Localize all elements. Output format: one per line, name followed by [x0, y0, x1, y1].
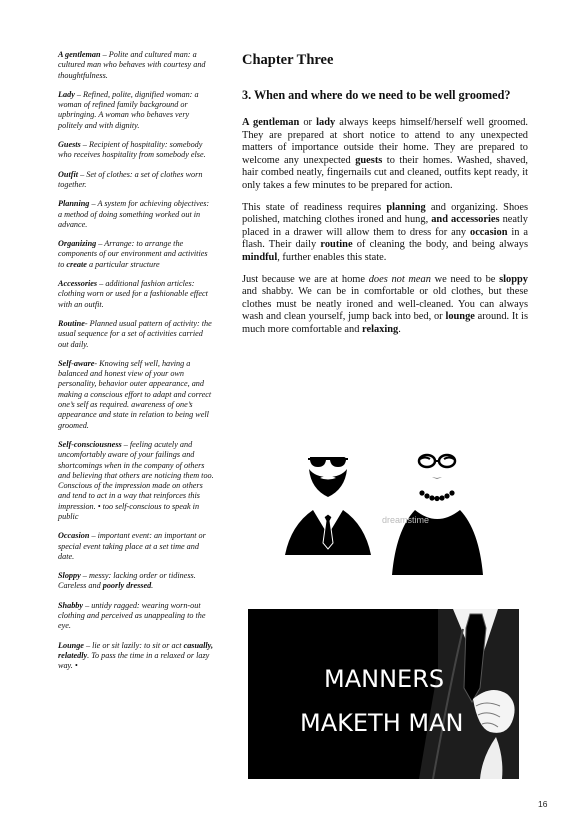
glossary-term: Organizing: [58, 239, 97, 249]
text-run: and organizing. Shoes polished, matching clothes ironed and hung,: [242, 201, 528, 226]
text-run: .: [398, 323, 401, 335]
glossary-term: Guests: [58, 140, 81, 150]
glossary-definition: – Recipient of hospitality: somebody who receives hospitality from somebody else.: [58, 140, 206, 160]
glossary-column: [58, 50, 214, 681]
glossary-term: Routine-: [58, 318, 88, 328]
glossary-emphasis: create: [66, 259, 87, 269]
glossary-definition: – Arrange: to arrange the components of our environment and activities to: [58, 239, 208, 269]
emphasis-bold: A gentleman: [242, 117, 300, 128]
glossary-term: Lounge: [58, 640, 84, 650]
suited-man-adjusting-tie-icon: [248, 609, 519, 779]
text-run: Just because we are at home: [242, 273, 369, 285]
glossary-entry: [58, 359, 214, 431]
poster-line-manners: MANNERS: [324, 665, 445, 693]
glossary-term: Accessories: [58, 279, 98, 289]
glossary-term: Shabby: [58, 600, 84, 610]
glossary-definition: – A system for achieving objectives: a method of doing something worked out in advance.: [58, 199, 210, 229]
chapter-heading: Chapter Three: [242, 52, 334, 68]
emphasis-bold: planning: [386, 201, 426, 213]
glossary-term: Outfit: [58, 169, 79, 179]
emphasis-bold: relaxing: [362, 323, 399, 335]
text-run: in a flash. Their daily: [242, 226, 528, 251]
text-run: , further enables this state.: [277, 251, 387, 263]
emphasis-bold: lady: [316, 117, 336, 128]
glossary-definition: – important event: an important or special event taking place at a set time and date.: [58, 531, 206, 561]
glossary-definition: – messy: lacking order or tidiness. Careless and: [58, 571, 196, 591]
glossary-entry: [58, 319, 214, 350]
body-paragraph: [242, 117, 528, 193]
text-run: we need to be: [430, 273, 500, 285]
manners-poster: [248, 609, 519, 779]
glossary-entry: [58, 571, 214, 592]
main-column: [242, 52, 528, 346]
glossary-definition: – additional fashion articles: clothing worn or used for a fashionable effect with an outfit.: [58, 279, 208, 309]
glossary-definition-end: a particular structure: [86, 259, 160, 269]
glossary-entry: [58, 531, 214, 562]
emphasis-bold: lounge: [445, 311, 475, 323]
glossary-entry: [58, 170, 214, 191]
glossary-entry: [58, 50, 214, 81]
glossary-term: Self-aware-: [58, 358, 98, 368]
emphasis-bold: sloppy: [499, 273, 528, 285]
glossary-term: Lady: [58, 89, 75, 99]
glossary-definition: Planned usual pattern of activity: the usual sequence for a set of activities carried out daily.: [58, 318, 212, 349]
text-run: always keeps himself/herself well groomed. They are prepared at short notice to attend to any unexpected matters of importance outside their home. They are prepared to welcome any unexpected: [242, 117, 528, 166]
emphasis-bold: occasion: [470, 226, 508, 238]
glossary-entry: [58, 140, 214, 161]
glossary-definition: – feeling acutely and uncomfortably aware of your failings and shortcomings when in the company of others and believing that others are noticing them too.: [58, 439, 214, 480]
emphasis-italic: does not mean: [368, 273, 431, 285]
glossary-entry: [58, 239, 214, 270]
page-number: 16: [538, 799, 548, 809]
text-run: or: [299, 117, 317, 128]
text-run: around. It is much more comfortable and: [242, 311, 528, 335]
text-run: to their homes. Washed, shaved, hair combed neatly, fingernails cut and cleaned, outfits kept ready, it only takes a few minutes to be prepared for action.: [242, 154, 528, 191]
emphasis-bold: routine: [320, 239, 353, 251]
glossary-definition-extra: Conscious of the impression made on others and tend to act in a way that reinforces this impression. • too self-conscious to speak in public: [58, 481, 203, 521]
glossary-emphasis: poorly dressed: [102, 581, 152, 591]
text-run: neatly placed in a drawer will allow them to dress for any: [242, 214, 528, 238]
glossary-entry: [58, 440, 214, 522]
glossary-definition: Knowing self well, having a balanced and honest view of your own personality, behavior outer appearance, and making a conscious effort to adapt and correct one’s self as required. awareness of one’s appearance and state in relation to being well groomed.: [58, 358, 212, 430]
glossary-definition: – untidy ragged: wearing worn-out clothing and perceived as unappealing to the eye.: [58, 600, 206, 631]
glossary-entry: [58, 641, 214, 672]
gentleman-and-lady-silhouette-icon: [280, 445, 500, 600]
watermark-text: dreamstime: [382, 515, 430, 525]
gentleman-silhouette: [285, 457, 371, 555]
glossary-definition: – Set of clothes: a set of clothes worn together.: [58, 169, 203, 189]
glossary-definition: – lie or sit lazily: to sit or act: [83, 640, 184, 650]
emphasis-bold: guests: [355, 154, 383, 166]
glossary-definition-end: .: [151, 581, 154, 591]
glossary-definition: – Refined, polite, dignified woman: a woman of refined family background or upbringing. A woman who behaves very politely and with dignity.: [58, 89, 199, 130]
body-text: [242, 117, 528, 337]
glossary-definition-end: . To pass the time in a relaxed or lazy way. •: [58, 650, 210, 671]
body-paragraph: [242, 274, 528, 337]
poster-line-maketh-man: MAKETH MAN: [300, 709, 464, 737]
glossary-entry: [58, 199, 214, 230]
emphasis-bold: and accessories: [431, 214, 500, 226]
emphasis-bold: mindful: [242, 251, 278, 263]
glossary-entry: [58, 279, 214, 310]
glossary-term: Sloppy: [58, 571, 81, 581]
text-run: of cleaning the body, and being always: [352, 239, 528, 251]
glossary-emphasis: casually, relatedly: [58, 640, 214, 660]
glossary-term: Self-consciousness: [58, 439, 122, 449]
text-run: This state of readiness requires: [242, 201, 387, 213]
glossary-term: Occasion: [58, 531, 90, 541]
glossary-definition: – Polite and cultured man: a cultured man who behaves with courtesy and thoughtfulness.: [58, 50, 206, 80]
glossary-entry: [58, 90, 214, 131]
section-title: 3. When and where do we need to be well groomed?: [242, 88, 511, 102]
glossary-term: A gentleman: [58, 50, 101, 59]
glossary-entry: [58, 601, 214, 632]
text-run: and shabby. We can be in comfortable or old clothes, but these clothes must be neatly ironed and well-cleaned. You can always wash and clean yourself, jump back into bed, or: [242, 286, 528, 323]
body-paragraph: [242, 202, 528, 265]
glossary-term: Planning: [58, 199, 90, 209]
